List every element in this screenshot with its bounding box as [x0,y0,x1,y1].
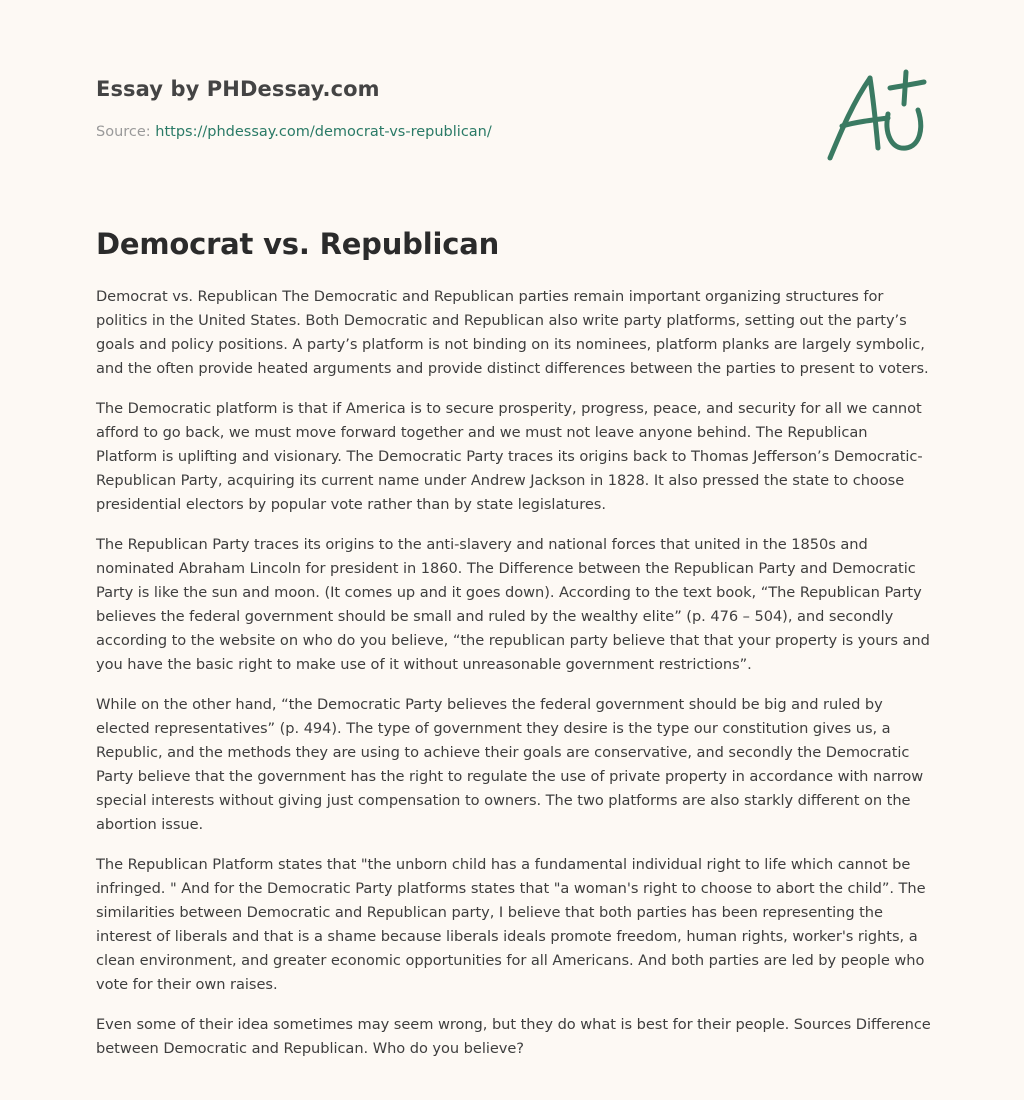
essay-paragraph: The Democratic platform is that if America is to secure prosperity, progress, peace, and security for all we cannot afford to go back, we must move forward together and we must not leave anyone behind. The Republican Platform is uplifting and visionary. The Democratic Party traces its origins back to Thomas Jefferson’s Democratic- Republican Party, acquiring its current name under Andrew Jackson in 1828. It also pressed the state to choose presidential electors by popular vote rather than by state legislatures. [96,400,923,513]
essay-paragraph: While on the other hand, “the Democratic Party believes the federal government should be big and ruled by elected representatives” (p. 494). The type of government they desire is the type our constitution gives us, a Republic, and the methods they are using to achieve their goals are conservative, and secondly the Democratic Party believe that the government has the right to regulate the use of private property in accordance with narrow special interests without giving just compensation to owners. The two platforms are also starkly different on the abortion issue. [96,696,924,833]
essay-paragraph: The Republican Platform states that "the unborn child has a fundamental individual right to life which cannot be infringed. " And for the Democratic Party platforms states that "a woman's right to choose to abort the child”. The similarities between Democratic and Republican party, I believe that both parties has been representing the interest of liberals and that is a shame because liberals ideals promote freedom, human rights, worker's rights, a clean environment, and greater economic opportunities for all Americans. And both parties are led by people who vote for their own raises. [96,856,926,993]
essay-paragraph: Democrat vs. Republican The Democratic and Republican parties remain important organizing structures for politics in the United States. Both Democratic and Republican also write party platforms, setting out the party’s goals and policy positions. A party’s platform is not binding on its nominees, platform planks are largely symbolic, and the often provide heated arguments and provide distinct differences between the parties to present to voters. [96,288,929,377]
essay-paragraph: Even some of their idea sometimes may seem wrong, but they do what is best for their people. Sources Difference between Democratic and Republican. Who do you believe? [96,1016,931,1057]
essay-paragraph: The Republican Party traces its origins to the anti-slavery and national forces that united in the 1850s and nominated Abraham Lincoln for president in 1860. The Difference between the Republican Party and Democratic Party is like the sun and moon. (It comes up and it goes down). According to the text book, “The Republican Party believes the federal government should be small and ruled by the wealthy elite” (p. 476 – 504), and secondly according to the website on who do you believe, “the republican party believe that that your property is yours and you have the basic right to make use of it without unreasonable government restrictions”. [96,536,930,673]
site-brand: Essay by PHDessay.com [96,77,380,101]
source-link[interactable]: https://phdessay.com/democrat-vs-republican/ [155,124,492,140]
essay-body [96,285,932,1077]
source-label: Source: [96,124,151,140]
essay-title: Democrat vs. Republican [96,227,500,261]
essay-header [96,74,796,142]
a-plus-logo-icon [818,64,934,168]
source-line [96,122,796,142]
